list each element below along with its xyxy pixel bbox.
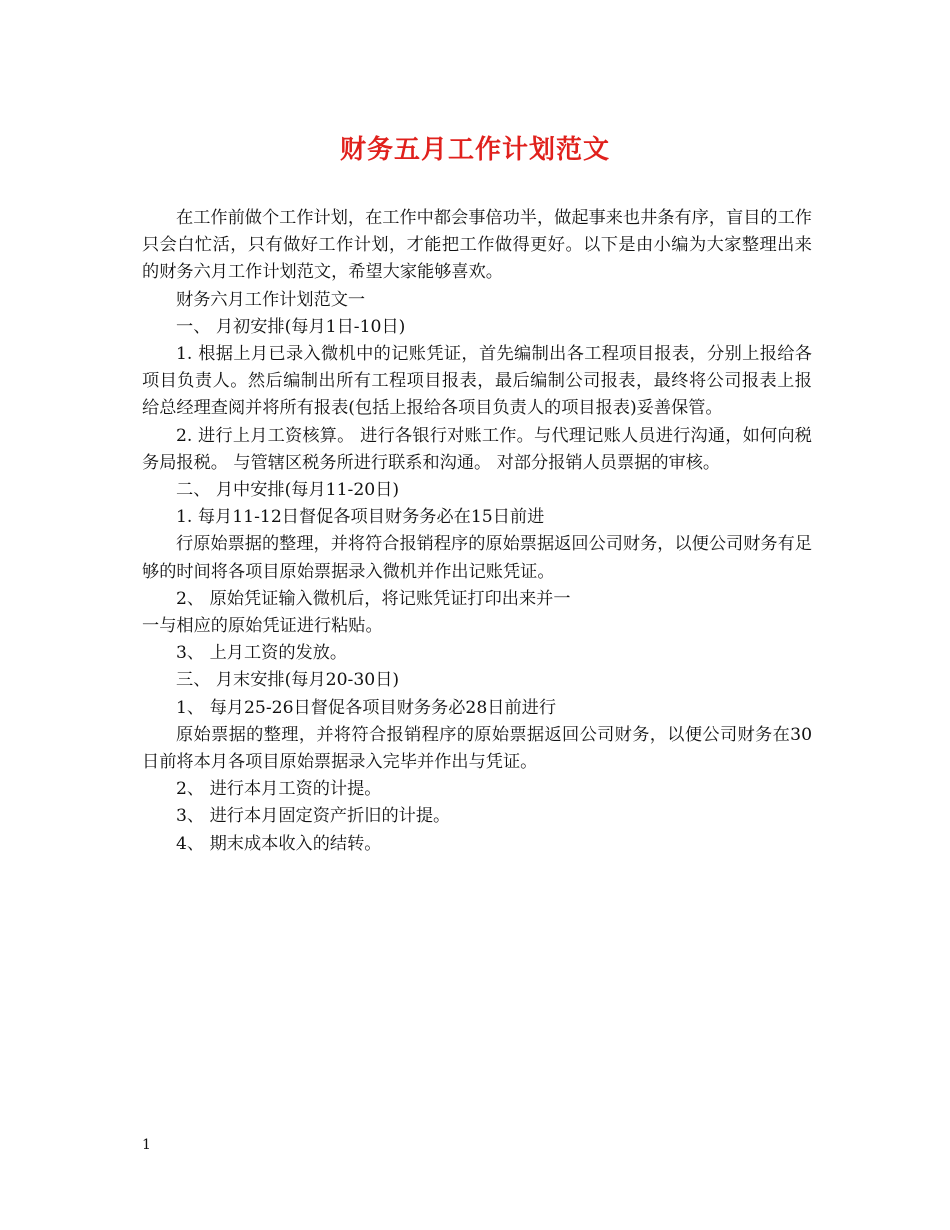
document-body [142,205,812,858]
list-item: 4、 期末成本收入的结转。 [176,833,382,854]
list-item: 1. 每月11-12日督促各项目财务务必在15日前进 [176,507,545,528]
list-item-continuation: 原始票据的整理，并将符合报销程序的原始票据返回公司财务，以便公司财务在30日前将本月各项目原始票据录入完毕并作出与凭证。 [142,724,812,773]
subsection-heading: 二、 月中安排(每月11-20日) [176,480,400,501]
list-item: 3、 上月工资的发放。 [176,643,348,664]
page-title: 财务五月工作计划范文 [339,135,610,165]
list-item: 1、 每月25-26日督促各项目财务务必28日前进行 [176,697,557,718]
subsection-heading: 一、 月初安排(每月1日-10日) [176,316,406,337]
list-item: 3、 进行本月固定资产折旧的计提。 [176,806,451,827]
section-heading: 财务六月工作计划范文一 [176,289,366,310]
page-number: 1 [142,1137,151,1153]
list-item: 2、 进行本月工资的计提。 [176,779,382,800]
list-item: 1. 根据上月已录入微机中的记账凭证，首先编制出各工程项目报表，分别上报给各项目负责人。然后编制出所有工程项目报表，最后编制公司报表，最终将公司报表上报给总经理查阅并将所有报表(包括上报给各项目负责人的项目报表)妥善保管。 [142,344,812,419]
list-item: 2、 原始凭证输入微机后，将记账凭证打印出来并一 [176,588,571,609]
list-item-continuation: 一与相应的原始凭证进行粘贴。 [142,616,383,637]
subsection-heading: 三、 月末安排(每月20-30日) [176,670,400,691]
list-item: 2. 进行上月工资核算。 进行各银行对账工作。与代理记账人员进行沟通，如何向税务局报税。 与管辖区税务所进行联系和沟通。 对部分报销人员票据的审核。 [142,425,812,473]
intro-paragraph: 在工作前做个工作计划，在工作中都会事倍功半，做起事来也井条有序，盲目的工作只会白忙活，只有做好工作计划，才能把工作做得更好。以下是由小编为大家整理出来的财务六月工作计划范文，希望大家能够喜欢。 [142,208,812,283]
list-item-continuation: 行原始票据的整理，并将符合报销程序的原始票据返回公司财务，以便公司财务有足够的时间将各项目原始票据录入微机并作出记账凭证。 [142,534,812,582]
